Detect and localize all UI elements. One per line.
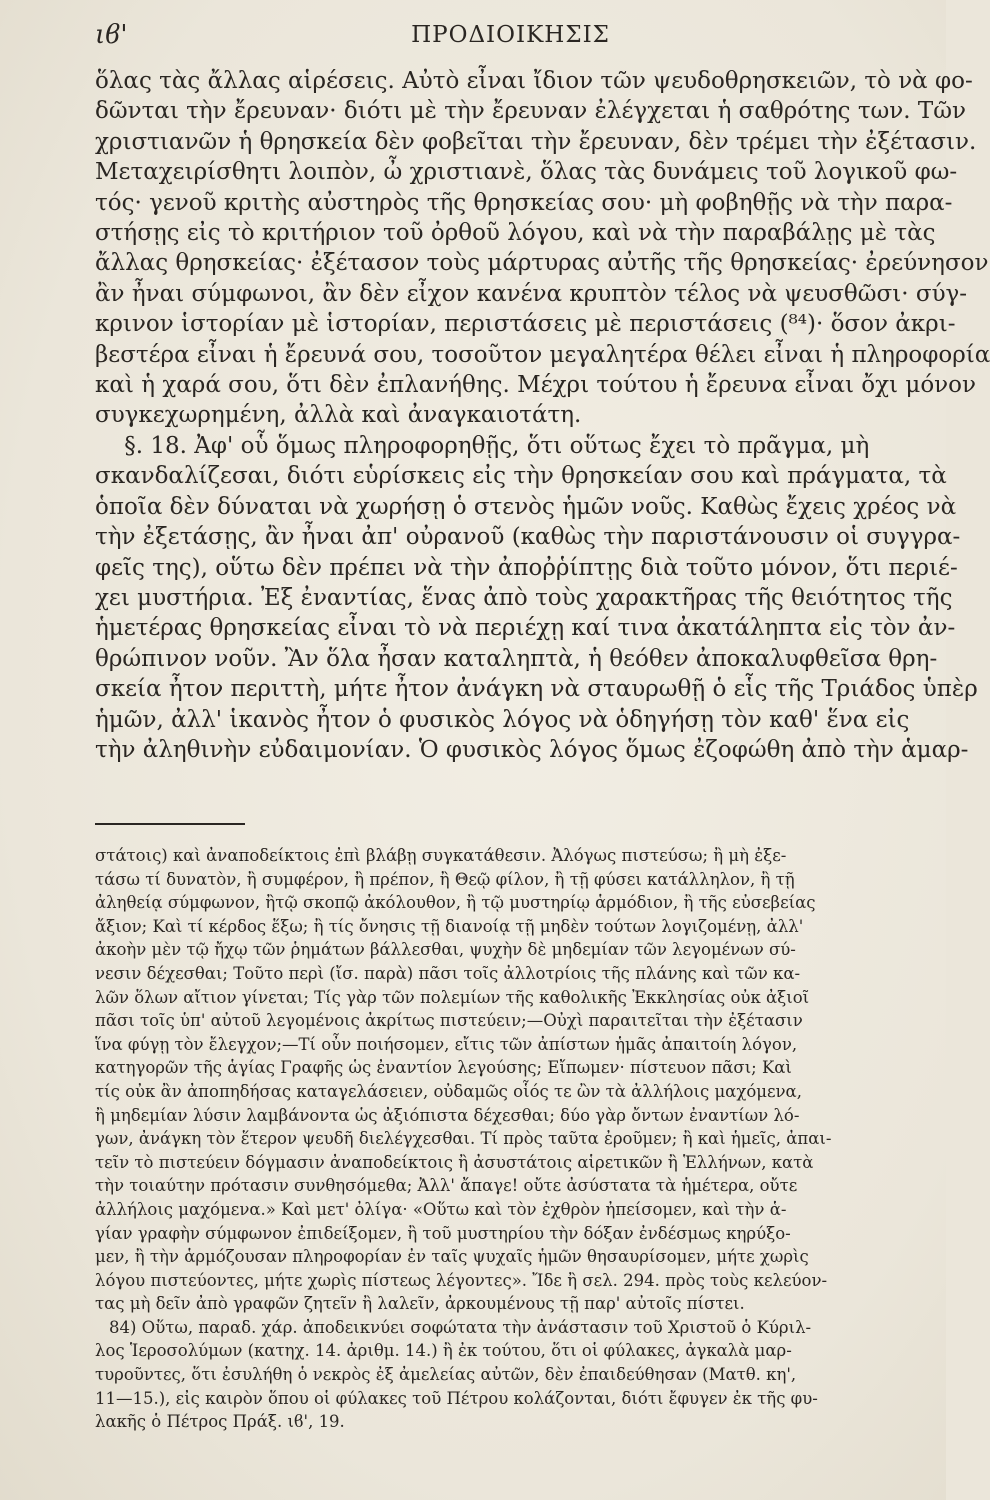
- footnote-line: τας μὴ δεῖν ἀπὸ γραφῶν ζητεῖν ἢ λαλεῖν, ἀρκουμένους τῇ παρ' αὐτοῖς πίστει.: [95, 1294, 745, 1314]
- footnote-line: γων, ἀνάγκη τὸν ἕτερον ψευδῆ διελέγχεσθαι. Τί πρὸς ταῦτα ἐροῦμεν; ἢ καὶ ἡμεῖς, ἀπαι-: [95, 1129, 832, 1149]
- text-line: κρινον ἱστορίαν μὲ ἱστορίαν, περιστάσεις μὲ περιστάσεις (⁸⁴)· ὅσον ἀκρι-: [95, 311, 956, 338]
- text-line: χει μυστήρια. Ἐξ ἐναντίας, ἕνας ἀπὸ τοὺς χαρακτῆρας τῆς θειότητος τῆς: [95, 584, 953, 611]
- text-line: ἂν ἦναι σύμφωνοι, ἂν δὲν εἶχον κανένα κρυπτὸν τέλος νὰ ψευσθῶσι· σύγ-: [95, 280, 968, 307]
- text-line: ὁποῖα δὲν δύναται νὰ χωρήσῃ ὁ στενὸς ἡμῶν νοῦς. Καθὼς ἔχεις χρέος νὰ: [95, 493, 957, 520]
- text-line: τὴν ἀληθινὴν εὐδαιμονίαν. Ὁ φυσικὸς λόγος ὅμως ἐζοφώθη ἀπὸ τὴν ἁμαρ-: [95, 736, 969, 763]
- text-line: καὶ ἡ χαρά σου, ὅτι δὲν ἐπλανήθης. Μέχρι τούτου ἡ ἔρευνα εἶναι ὄχι μόνον: [95, 372, 976, 399]
- footnote-line: τίς οὐκ ἂν ἀποπηδήσας καταγελάσειεν, οὐδαμῶς οἷός τε ὢν τὰ ἀλλήλοις μαχόμενα,: [95, 1081, 802, 1101]
- footnote-line: γίαν γραφὴν σύμφωνον ἐπιδείξομεν, ἢ τοῦ μυστηρίου τὴν δόξαν ἐνδέσμως κηρύξο-: [95, 1223, 791, 1243]
- page-number: ιϐ': [95, 20, 128, 50]
- text-line: βεστέρα εἶναι ἡ ἔρευνά σου, τοσοῦτον μεγαλητέρα θέλει εἶναι ἡ πληροφορία: [95, 341, 990, 368]
- footnote-line: λακῆς ὁ Πέτρος Πράξ. ιϐ', 19.: [95, 1412, 345, 1432]
- footnote-84-start: 84) Οὕτω, παραδ. χάρ. ἀποδεικνύει σοφώτατα τὴν ἀνάστασιν τοῦ Χριστοῦ ὁ Κύριλ-: [109, 1317, 812, 1337]
- text-line: ἄλλας θρησκείας· ἐξέτασον τοὺς μάρτυρας αὐτῆς τῆς θρησκείας· ἐρεύνησον: [95, 250, 989, 277]
- footnote-line: λόγου πιστεύοντες, μήτε χωρὶς πίστεως λέγοντες». Ἴδε ἢ σελ. 294. πρὸς τοὺς κελεύον-: [95, 1270, 828, 1290]
- text-line: χριστιανῶν ἡ θρησκεία δὲν φοβεῖται τὴν ἔρευναν, δὲν τρέμει τὴν ἐξέτασιν.: [95, 128, 977, 155]
- text-line: ἡμῶν, ἀλλ' ἱκανὸς ἦτον ὁ φυσικὸς λόγος νὰ ὁδηγήσῃ τὸν καθ' ἕνα εἰς: [95, 706, 910, 733]
- footnote-line: τεῖν τὸ πιστεύειν δόγμασιν ἀναποδείκτοις ἢ ἀσυστάτοις αἱρετικῶν ἢ Ἑλλήνων, κατὰ: [95, 1152, 814, 1172]
- footnote-rule: [95, 823, 245, 825]
- footnote-line: τὴν τοιαύτην πρότασιν συνθησόμεθα; Ἀλλ' ἄπαγε! οὔτε ἀσύστατα τὰ ἡμέτερα, οὔτε: [95, 1176, 798, 1196]
- text-line: ἡμετέρας θρησκείας εἶναι τὸ νὰ περιέχῃ καί τινα ἀκατάληπτα εἰς τὸν ἀν-: [95, 615, 956, 642]
- footnote-line: στάτοις) καὶ ἀναποδείκτοις ἐπὶ βλάβῃ συγκατάθεσιν. Ἀλόγως πιστεύσω; ἢ μὴ ἐξε-: [95, 846, 787, 865]
- main-text: [95, 66, 990, 765]
- footnote-line: τάσω τί δυνατὸν, ἢ συμφέρον, ἢ πρέπον, ἢ Θεῷ φίλον, ἢ τῇ φύσει κατάλληλον, ἢ τῇ: [95, 869, 795, 889]
- text-line: φεῖς της), οὕτω δὲν πρέπει νὰ τὴν ἀποῤῥίπτῃς διὰ τοῦτο μόνον, ὅτι περιέ-: [95, 554, 958, 581]
- text-line: θρώπινον νοῦν. Ἂν ὅλα ἦσαν καταληπτὰ, ἡ θεόθεν ἀποκαλυφθεῖσα θρη-: [95, 645, 938, 672]
- section-18-start: §. 18. Ἀφ' οὗ ὅμως πληροφορηθῇς, ὅτι οὕτως ἔχει τὸ πρᾶγμα, μὴ: [95, 432, 870, 459]
- footnote-line: ἀκοὴν μὲν τῷ ἤχῳ τῶν ῥημάτων βάλλεσθαι, ψυχὴν δὲ μηδεμίαν τῶν λεγομένων σύ-: [95, 940, 796, 960]
- footnote-line: ἄξιον; Καὶ τί κέρδος ἕξω; ἢ τίς ὄνησις τῇ διανοίᾳ τῇ μηδὲν τούτων λογιζομένῃ, ἀλλ': [95, 916, 804, 936]
- footnotes: [95, 844, 891, 1434]
- footnote-line: μεν, ἢ τὴν ἁρμόζουσαν πληροφορίαν ἐν ταῖς ψυχαῖς ἡμῶν θησαυρίσομεν, μήτε χωρὶς: [95, 1247, 809, 1267]
- footnote-line: ἵνα φύγῃ τὸν ἔλεγχον;—Τί οὖν ποιήσομεν, εἴτις τῶν ἀπίστων ἡμᾶς ἀπαιτοίη λόγον,: [95, 1034, 798, 1054]
- text-line: τὴν ἐξετάσῃς, ἂν ἦναι ἀπ' οὐρανοῦ (καθὼς τὴν παριστάνουσιν οἱ συγγρα-: [95, 524, 961, 551]
- footnote-line: τυροῦντες, ὅτι ἐσυλήθη ὁ νεκρὸς ἐξ ἀμελείας αὐτῶν, δὲν ἐπαιδεύθησαν (Ματθ. κη',: [95, 1365, 797, 1385]
- page-header: [95, 18, 886, 54]
- text-line: Μεταχειρίσθητι λοιπὸν, ὦ χριστιανὲ, ὅλας τὰς δυνάμεις τοῦ λογικοῦ φω-: [95, 159, 958, 186]
- text-line: σκεία ἦτον περιττὴ, μήτε ἦτον ἀνάγκη νὰ σταυρωθῇ ὁ εἷς τῆς Τριάδος ὑπὲρ: [95, 676, 978, 703]
- footnote-line: λῶν ὅλων αἴτιον γίνεται; Τίς γὰρ τῶν πολεμίων τῆς καθολικῆς Ἐκκλησίας οὐκ ἀξιοῖ: [95, 987, 810, 1007]
- text-line: ὅλας τὰς ἄλλας αἱρέσεις. Αὐτὸ εἶναι ἴδιον τῶν ψευδοθρησκειῶν, τὸ νὰ φο-: [95, 68, 973, 94]
- footnote-line: λος Ἱεροσολύμων (κατηχ. 14. ἀριθμ. 14.) ἢ ἐκ τούτου, ὅτι οἱ φύλακες, ἀγκαλὰ μαρ-: [95, 1341, 792, 1361]
- text-line: συγκεχωρημένη, ἀλλὰ καὶ ἀναγκαιοτάτη.: [95, 402, 582, 429]
- footnote-line: πᾶσι τοῖς ὑπ' αὐτοῦ λεγομένοις ἀκρίτως πιστεύειν;—Οὐχὶ παραιτεῖται τὴν ἐξέτασιν: [95, 1011, 803, 1031]
- footnote-line: ἀληθείᾳ σύμφωνον, ἢτῷ σκοπῷ ἀκόλουθον, ἢ τῷ μυστηρίῳ ἁρμόδιον, ἢ τῆς εὐσεβείας: [95, 893, 816, 913]
- running-title: ΠΡΟΔΙΟΙΚΗΣΙΣ: [411, 22, 610, 48]
- text-line: δῶνται τὴν ἔρευναν· διότι μὲ τὴν ἔρευναν ἐλέγχεται ἡ σαθρότης των. Τῶν: [95, 98, 966, 125]
- text-line: σκανδαλίζεσαι, διότι εὑρίσκεις εἰς τὴν θρησκείαν σου καὶ πράγματα, τὰ: [95, 463, 947, 490]
- text-line: στήσῃς εἰς τὸ κριτήριον τοῦ ὀρθοῦ λόγου, καὶ νὰ τὴν παραβάλῃς μὲ τὰς: [95, 220, 936, 247]
- footnote-line: 11—15.), εἰς καιρὸν ὅπου οἱ φύλακες τοῦ Πέτρου κολάζονται, διότι ἔφυγεν ἐκ τῆς φυ-: [95, 1388, 818, 1408]
- text-line: τός· γενοῦ κριτὴς αὐστηρὸς τῆς θρησκείας σου· μὴ φοβηθῇς νὰ τὴν παρα-: [95, 189, 953, 216]
- footnote-line: νεσιν δέχεσθαι; Τοῦτο περὶ (ἴσ. παρὰ) πᾶσι τοῖς ἀλλοτρίοις τῆς πλάνης καὶ τῶν κα-: [95, 963, 801, 983]
- footnote-line: ἢ μηδεμίαν λύσιν λαμβάνοντα ὡς ἀξιόπιστα δέχεσθαι; δύο γὰρ ὄντων ἐναντίων λό-: [95, 1105, 800, 1125]
- footnote-line: κατηγορῶν τῆς ἁγίας Γραφῆς ὡς ἐναντίον λεγούσης; Εἴπωμεν· πίστευον πᾶσι; Καὶ: [95, 1058, 792, 1078]
- footnote-line: ἀλλήλοις μαχόμενα.» Καὶ μετ' ὀλίγα· «Οὕτω καὶ τὸν ἐχθρὸν ἠπείσομεν, καὶ τὴν ἁ-: [95, 1199, 787, 1219]
